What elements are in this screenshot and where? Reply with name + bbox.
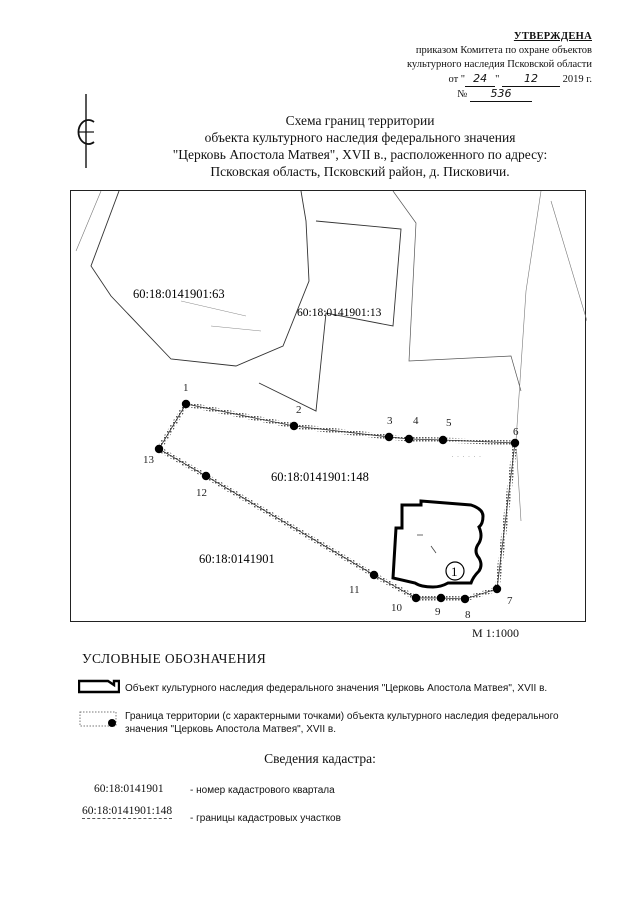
point-9 bbox=[437, 594, 445, 602]
point-7 bbox=[493, 585, 501, 593]
point-label-6: 6 bbox=[513, 426, 519, 438]
map-scale: М 1:1000 bbox=[472, 626, 520, 640]
approval-date bbox=[382, 72, 592, 87]
parcel-63-outline bbox=[91, 191, 309, 366]
quarter-label: 60:18:0141901 bbox=[199, 552, 275, 566]
cadastre-heading: Сведения кадастра: bbox=[264, 751, 376, 766]
point-label-9: 9 bbox=[435, 606, 441, 618]
point-3 bbox=[385, 433, 393, 441]
cadastre-quarter-desc: - номер кадастрового квартала bbox=[190, 785, 335, 796]
faint-line bbox=[211, 326, 261, 331]
document-title bbox=[120, 112, 600, 180]
number-value: 536 bbox=[470, 87, 532, 102]
neighbour-boundary-2 bbox=[516, 191, 541, 521]
church-outline bbox=[393, 501, 483, 587]
boundary-map bbox=[70, 190, 586, 622]
point-label-7: 7 bbox=[507, 595, 513, 607]
point-8 bbox=[461, 595, 469, 603]
date-prefix: от " bbox=[448, 74, 466, 85]
point-label-3: 3 bbox=[387, 415, 393, 427]
point-label-5: 5 bbox=[446, 417, 452, 429]
approval-line-1: приказом Комитета по охране объектов bbox=[415, 45, 592, 56]
map-drawing bbox=[71, 191, 587, 623]
date-quote: " bbox=[495, 74, 500, 85]
point-13 bbox=[155, 445, 163, 453]
date-day: 24 bbox=[465, 72, 495, 87]
point-label-11: 11 bbox=[349, 584, 360, 596]
parcel-63-label: 60:18:0141901:63 bbox=[133, 287, 225, 301]
point-11 bbox=[370, 571, 378, 579]
parcel-148-label: 60:18:0141901:148 bbox=[271, 470, 369, 484]
faint-text: · · · · · · bbox=[451, 451, 482, 461]
north-arrow-icon bbox=[72, 92, 102, 170]
cadastre-parcel-desc: - границы кадастровых участков bbox=[190, 813, 341, 824]
title-line-1: Схема границ территории bbox=[285, 113, 435, 128]
point-label-10: 10 bbox=[391, 602, 402, 614]
point-label-1: 1 bbox=[183, 382, 189, 394]
cadastre-quarter-code: 60:18:0141901 bbox=[94, 783, 164, 795]
point-label-4: 4 bbox=[413, 415, 419, 427]
title-line-3: "Церковь Апостола Матвея", XVII в., расположенного по адресу: bbox=[172, 147, 548, 162]
legend-heading: УСЛОВНЫЕ ОБОЗНАЧЕНИЯ bbox=[82, 651, 267, 666]
title-line-4: Псковская область, Псковский район, д. Писковичи. bbox=[210, 164, 510, 179]
legend-item-boundary bbox=[125, 710, 559, 736]
neighbour-boundary bbox=[393, 191, 521, 391]
cadastre-parcel-code: 60:18:0141901:148 bbox=[82, 805, 173, 817]
title-line-2: объекта культурного наследия федерального значения bbox=[204, 130, 516, 145]
date-month: 12 bbox=[502, 72, 560, 87]
point-6 bbox=[511, 439, 519, 447]
point-5 bbox=[439, 436, 447, 444]
boundary-legend-symbol bbox=[78, 709, 120, 729]
legend-item-church: Объект культурного наследия федерального значения "Церковь Апостола Матвея", XVII в. bbox=[125, 683, 548, 694]
point-12 bbox=[202, 472, 210, 480]
neighbour-boundary-3 bbox=[551, 201, 587, 321]
point-label-12: 12 bbox=[196, 487, 207, 499]
point-10 bbox=[412, 594, 420, 602]
church-marker-label: 1 bbox=[451, 564, 458, 579]
legend-item-boundary-line1: Граница территории (с характерными точками) объекта культурного наследия федерального bbox=[125, 711, 559, 722]
church-legend-symbol bbox=[78, 677, 120, 695]
legend-item-boundary-line2: значения "Церковь Апостола Матвея", XVII в. bbox=[125, 724, 336, 735]
faint-line bbox=[181, 301, 246, 316]
point-label-8: 8 bbox=[465, 609, 471, 621]
date-year: 2019 г. bbox=[562, 74, 592, 85]
point-4 bbox=[405, 435, 413, 443]
approval-block bbox=[382, 30, 592, 102]
number-prefix: № bbox=[457, 89, 468, 100]
approval-line-2: культурного наследия Псковской области bbox=[406, 59, 592, 70]
approval-number bbox=[382, 87, 592, 102]
approval-title: УТВЕРЖДЕНА bbox=[513, 31, 592, 42]
point-labels bbox=[143, 382, 519, 621]
point-label-13: 13 bbox=[143, 454, 154, 466]
point-label-2: 2 bbox=[296, 404, 302, 416]
neighbour-boundary-4 bbox=[76, 191, 101, 251]
point-1 bbox=[182, 400, 190, 408]
point-2 bbox=[290, 422, 298, 430]
parcel-13-label: 60:18:0141901:13 bbox=[297, 307, 382, 319]
